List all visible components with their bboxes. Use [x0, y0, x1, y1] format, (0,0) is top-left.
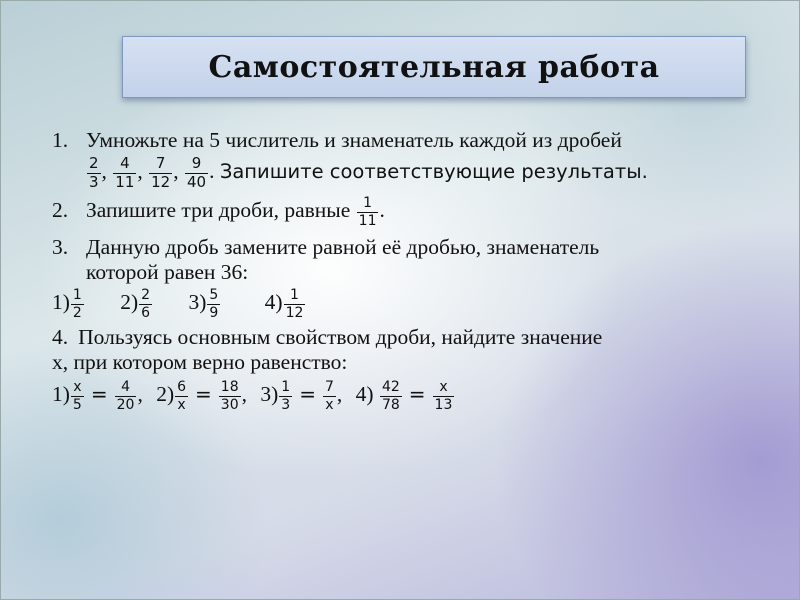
- numerator: 4: [120, 153, 130, 172]
- equation-label: 1): [52, 382, 70, 407]
- left-fraction: [380, 380, 402, 412]
- task-4-text-a: Пользуясь основным свойством дроби, найдите значение: [78, 324, 603, 349]
- comma: ,: [137, 158, 143, 183]
- denominator: 30: [220, 396, 239, 413]
- option-label: 3): [188, 290, 207, 315]
- denominator: 2: [72, 304, 82, 321]
- denominator: 40: [186, 172, 207, 191]
- left-fraction: [175, 380, 188, 412]
- task-3-text-b: которой равен 36:: [86, 260, 249, 285]
- numerator: 5: [209, 287, 219, 304]
- denominator: 11: [358, 212, 377, 229]
- denominator: 12: [151, 172, 171, 191]
- task-1-fraction-2: [113, 153, 136, 191]
- option-fraction: [284, 288, 306, 320]
- numerator: 7: [155, 153, 166, 172]
- task-2-number: 2.: [52, 198, 69, 223]
- numerator: 2: [141, 287, 151, 304]
- numerator: 1: [281, 379, 291, 396]
- task-3-text-a: Данную дробь замените равной её дробью, знаменатель: [86, 234, 600, 259]
- option-fraction: [71, 288, 84, 320]
- numerator: 42: [381, 379, 400, 396]
- denominator: 6: [141, 304, 151, 321]
- option-3: [188, 287, 221, 321]
- task-1-number: 1.: [52, 128, 69, 152]
- right-fraction: [115, 380, 137, 412]
- comma: ,: [137, 382, 143, 407]
- denominator: 11: [115, 172, 135, 191]
- numerator: 2: [89, 153, 99, 172]
- option-1: [52, 287, 85, 321]
- title-banner: [122, 36, 746, 98]
- numerator: 9: [191, 153, 202, 172]
- task-3-number: 3.: [52, 234, 69, 259]
- task-4-line-1: [52, 325, 772, 351]
- denominator: 9: [209, 304, 219, 321]
- equals-sign: =: [408, 382, 426, 407]
- task-4-number: 4.: [52, 324, 69, 349]
- equation-3: [260, 379, 343, 413]
- denominator: x: [177, 396, 186, 413]
- option-2: [120, 287, 153, 321]
- left-fraction: [71, 380, 84, 412]
- numerator: 1: [72, 287, 82, 304]
- task-2-line: [52, 196, 772, 228]
- option-label: 4): [264, 290, 283, 315]
- equation-1: [52, 379, 143, 413]
- right-fraction: [219, 380, 241, 412]
- option-fraction: [207, 288, 220, 320]
- period: .: [379, 198, 385, 223]
- comma: ,: [173, 158, 179, 183]
- equation-label: 3): [260, 382, 279, 407]
- option-fraction: [139, 288, 152, 320]
- task-4-text-b: х, при котором верно равенство:: [52, 350, 348, 375]
- equation-label: 2): [156, 382, 175, 407]
- task-1-fraction-4: [185, 153, 208, 191]
- numerator: 1: [363, 195, 373, 212]
- denominator: 3: [281, 396, 291, 413]
- left-fraction: [279, 380, 292, 412]
- period: .: [209, 158, 215, 183]
- option-label: 2): [120, 290, 139, 315]
- equals-sign: =: [195, 382, 212, 407]
- numerator: x: [73, 379, 82, 396]
- task-1-text-b: Запишите соответствующие результаты.: [219, 159, 648, 183]
- denominator: 78: [381, 396, 400, 413]
- denominator: 12: [285, 304, 304, 321]
- task-3-options: [52, 288, 772, 320]
- equation-2: [156, 379, 247, 413]
- comma: ,: [336, 382, 343, 407]
- numerator: 18: [220, 379, 239, 396]
- option-label: 1): [52, 290, 70, 315]
- numerator: 4: [121, 379, 130, 396]
- equals-sign: =: [299, 382, 316, 407]
- task-3-line-1: [52, 235, 772, 261]
- task-3-line-2: [52, 260, 772, 286]
- task-1-fraction-3: [149, 153, 172, 191]
- numerator: 6: [177, 379, 187, 396]
- equals-sign: =: [90, 382, 108, 407]
- right-fraction: [323, 380, 336, 412]
- slide-content: [52, 128, 772, 413]
- denominator: x: [325, 396, 334, 413]
- task-2-fraction: [357, 196, 379, 228]
- option-4: [264, 287, 307, 321]
- equation-label: 4): [355, 382, 374, 407]
- right-fraction: [433, 380, 455, 412]
- task-4-line-2: [52, 350, 772, 376]
- task-4-equations: [52, 380, 772, 412]
- denominator: 13: [434, 396, 453, 413]
- numerator: 7: [324, 379, 334, 396]
- task-1-line-1: [52, 128, 772, 154]
- task-1-fraction-1: [87, 153, 101, 191]
- comma: ,: [101, 158, 107, 183]
- denominator: 20: [116, 396, 135, 413]
- task-2-text: Запишите три дроби, равные: [86, 198, 351, 223]
- equation-4: [355, 379, 456, 413]
- slide-title: Самостоятельная работа: [208, 49, 660, 85]
- comma: ,: [241, 382, 247, 407]
- denominator: 5: [72, 396, 82, 413]
- denominator: 3: [89, 172, 99, 191]
- numerator: 1: [290, 287, 299, 304]
- task-1-line-2: [52, 153, 772, 191]
- numerator: x: [439, 379, 448, 396]
- task-1-text-a: Умножьте на 5 числитель и знаменатель каждой из дробей: [86, 128, 622, 152]
